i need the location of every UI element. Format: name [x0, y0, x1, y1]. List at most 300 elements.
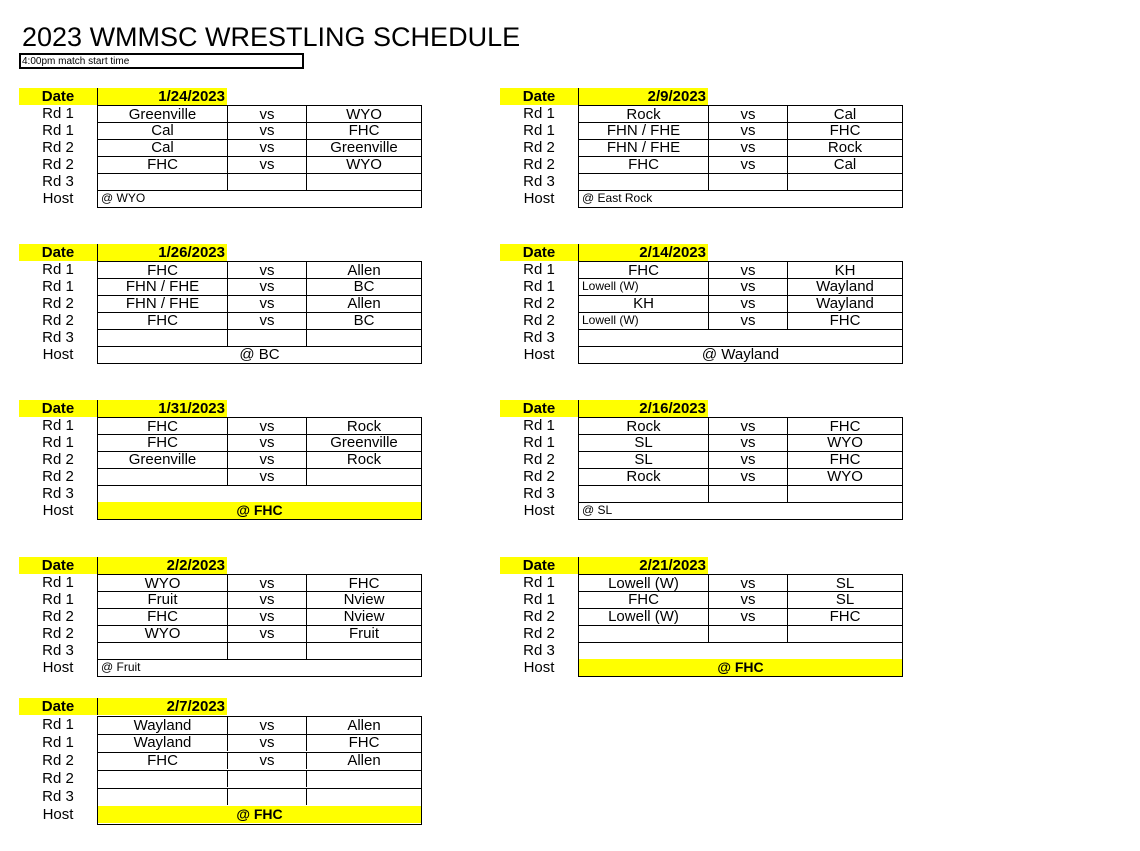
vs-cell [709, 625, 788, 642]
round-row [500, 591, 904, 608]
schedule-block [500, 244, 904, 363]
round-row [19, 278, 423, 295]
date-label: Date [19, 557, 97, 574]
vs-cell [709, 173, 788, 190]
round-row [500, 295, 904, 312]
round-label: Rd 1 [523, 574, 555, 591]
date-header-row [500, 244, 904, 261]
round-label: Rd 2 [523, 608, 555, 625]
team-a-cell: Rock [579, 106, 709, 123]
round-cells [578, 625, 903, 643]
team-a-cell: WYO [98, 625, 228, 642]
vs-cell: vs [709, 278, 788, 295]
round-cells [578, 156, 903, 174]
round-cells [97, 574, 422, 592]
host-label: Host [42, 659, 74, 676]
vs-cell: vs [228, 575, 307, 592]
team-a-cell: Lowell (W) [579, 278, 709, 295]
round-cells [97, 788, 422, 807]
date-header-row [500, 88, 904, 105]
team-b-cell: BC [353, 278, 375, 295]
round-label: Rd 1 [42, 105, 74, 122]
round-cells [97, 156, 422, 174]
team-b-cell: Greenville [330, 434, 398, 451]
round-row [19, 608, 423, 625]
round-row [19, 716, 423, 734]
round-row [19, 642, 423, 659]
vs-cell [228, 770, 307, 787]
vs-cell [228, 329, 307, 346]
round-row [19, 312, 423, 329]
date-label: Date [19, 698, 97, 715]
team-b-cell: BC [353, 312, 375, 329]
vs-cell: vs [709, 418, 788, 435]
round-row [500, 625, 904, 642]
host-value: @ BC [239, 346, 280, 363]
round-cells [578, 329, 903, 347]
round-row [500, 574, 904, 591]
vs-cell [228, 642, 307, 659]
round-row [500, 417, 904, 434]
team-a-cell: FHC [98, 418, 228, 435]
date-label: Date [19, 88, 97, 105]
round-cells [578, 574, 903, 592]
round-label: Rd 1 [523, 122, 555, 139]
team-b-cell: FHC [348, 575, 380, 592]
round-row [500, 468, 904, 485]
team-a-cell [579, 173, 709, 190]
vs-cell [709, 485, 788, 502]
date-label: Date [500, 244, 578, 261]
round-row [19, 295, 423, 312]
round-row [500, 122, 904, 139]
round-label: Rd 2 [42, 770, 74, 787]
round-cells [578, 312, 903, 330]
round-label: Rd 3 [523, 173, 555, 190]
round-cells [578, 417, 903, 435]
team-b-cell: Nview [343, 608, 385, 625]
host-row [19, 806, 423, 824]
round-label: Rd 3 [523, 485, 555, 502]
round-row [500, 105, 904, 122]
round-cells [97, 261, 422, 279]
round-label: Rd 2 [523, 312, 555, 329]
vs-cell [228, 173, 307, 190]
round-cells [97, 716, 422, 735]
vs-cell: vs [228, 717, 307, 734]
team-b-cell [307, 770, 421, 787]
round-row [500, 608, 904, 625]
round-row [19, 105, 423, 122]
host-label: Host [42, 806, 74, 823]
team-b-cell: Wayland [816, 278, 874, 295]
team-b-cell: SL [835, 591, 855, 608]
round-cells [578, 591, 903, 609]
vs-cell: vs [228, 434, 307, 451]
host-value: @ FHC [98, 806, 421, 823]
round-row [19, 451, 423, 468]
start-time-note: 4:00pm match start time [19, 53, 304, 69]
vs-cell: vs [228, 278, 307, 295]
date-header-row [500, 557, 904, 574]
round-label: Rd 1 [42, 417, 74, 434]
vs-cell: vs [228, 156, 307, 173]
vs-cell: vs [709, 575, 788, 592]
date-header-row [19, 244, 423, 261]
round-label: Rd 2 [523, 451, 555, 468]
round-row [500, 642, 904, 659]
team-b-cell [788, 485, 902, 502]
round-row [500, 312, 904, 329]
team-b-cell: KH [834, 262, 856, 279]
team-a-cell: FHC [579, 262, 709, 279]
host-value: @ Fruit [101, 660, 141, 674]
host-value: @ Wayland [701, 346, 780, 363]
round-cells [97, 752, 422, 771]
schedule-block [500, 88, 904, 207]
round-label: Rd 1 [42, 591, 74, 608]
host-value: @ WYO [101, 191, 146, 205]
round-label: Rd 3 [42, 788, 74, 805]
host-cells [578, 346, 903, 364]
round-label: Rd 1 [523, 278, 555, 295]
team-a-cell: FHC [579, 591, 709, 608]
team-a-cell: FHC [98, 434, 228, 451]
round-row [19, 574, 423, 591]
host-cells [578, 190, 903, 208]
vs-cell: vs [709, 156, 788, 173]
round-row [500, 139, 904, 156]
match-date: 1/24/2023 [97, 88, 227, 105]
schedule-block [19, 400, 423, 519]
date-label: Date [500, 400, 578, 417]
vs-cell [228, 788, 307, 805]
team-b-cell: Wayland [816, 295, 874, 312]
vs-cell: vs [228, 734, 307, 751]
vs-cell: vs [228, 608, 307, 625]
team-a-cell: WYO [98, 575, 228, 592]
schedule-block [19, 698, 423, 824]
date-header-row [500, 400, 904, 417]
vs-cell: vs [228, 312, 307, 329]
round-row [19, 434, 423, 451]
round-row [500, 485, 904, 502]
team-b-cell: FHC [829, 312, 861, 329]
match-date: 2/21/2023 [578, 557, 708, 574]
host-row [500, 190, 904, 207]
host-label: Host [523, 502, 555, 519]
host-row [19, 502, 423, 519]
round-row [19, 788, 423, 806]
round-label: Rd 3 [42, 173, 74, 190]
host-label: Host [523, 190, 555, 207]
round-label: Rd 2 [42, 468, 74, 485]
round-cells [97, 312, 422, 330]
team-a-cell: Wayland [98, 734, 228, 751]
round-row [19, 625, 423, 642]
team-b-cell: FHC [348, 122, 380, 139]
team-b-cell: WYO [827, 434, 863, 451]
round-cells [578, 261, 903, 279]
team-a-cell [98, 642, 228, 659]
round-label: Rd 1 [42, 434, 74, 451]
round-row [19, 261, 423, 278]
vs-cell: vs [228, 468, 307, 485]
team-a-cell: Greenville [98, 451, 228, 468]
round-label: Rd 1 [523, 591, 555, 608]
team-a-cell: Lowell (W) [579, 575, 709, 592]
team-b-cell [307, 788, 421, 805]
match-date: 2/9/2023 [578, 88, 708, 105]
team-b-cell: Rock [346, 418, 382, 435]
vs-cell: vs [709, 434, 788, 451]
round-label: Rd 2 [523, 156, 555, 173]
match-date: 2/2/2023 [97, 557, 227, 574]
vs-cell: vs [709, 139, 788, 156]
host-label: Host [42, 346, 74, 363]
round-label: Rd 1 [523, 417, 555, 434]
team-b-cell: FHC [829, 608, 861, 625]
vs-cell: vs [228, 625, 307, 642]
round-row [19, 417, 423, 434]
match-date: 2/7/2023 [97, 698, 227, 715]
round-cells [97, 608, 422, 626]
round-row [19, 468, 423, 485]
round-cells [97, 434, 422, 452]
vs-cell: vs [228, 106, 307, 123]
round-label: Rd 2 [42, 139, 74, 156]
host-row [500, 346, 904, 363]
team-a-cell: FHN / FHE [98, 278, 228, 295]
round-cells [578, 105, 903, 123]
team-b-cell: FHC [348, 734, 380, 751]
vs-cell: vs [228, 451, 307, 468]
round-label: Rd 1 [523, 105, 555, 122]
team-a-cell: FHC [98, 752, 228, 769]
team-a-cell: FHN / FHE [98, 295, 228, 312]
team-b-cell: FHC [829, 122, 861, 139]
team-a-cell: Wayland [98, 717, 228, 734]
round-label: Rd 1 [42, 574, 74, 591]
round-label: Rd 1 [42, 122, 74, 139]
round-cells [97, 173, 422, 191]
vs-cell: vs [228, 418, 307, 435]
round-row [19, 139, 423, 156]
team-a-cell: FHC [98, 312, 228, 329]
team-a-cell: Fruit [98, 591, 228, 608]
round-label: Rd 3 [523, 642, 555, 659]
round-cells [97, 417, 422, 435]
host-cells [97, 346, 422, 364]
round-label: Rd 2 [523, 139, 555, 156]
host-label: Host [42, 190, 74, 207]
round-cells [578, 295, 903, 313]
round-cells [97, 625, 422, 643]
team-b-cell: Allen [347, 752, 381, 769]
page-title: 2023 WMMSC WRESTLING SCHEDULE [22, 22, 521, 52]
date-label: Date [500, 557, 578, 574]
vs-cell: vs [228, 122, 307, 139]
round-cells [578, 278, 903, 296]
round-row [19, 173, 423, 190]
round-label: Rd 3 [42, 329, 74, 346]
team-a-cell: Rock [579, 468, 709, 485]
round-label: Rd 1 [42, 261, 74, 278]
team-a-cell: FHN / FHE [579, 122, 709, 139]
team-b-cell [788, 173, 902, 190]
host-row [500, 659, 904, 676]
team-b-cell: Allen [347, 262, 381, 279]
host-cells [97, 190, 422, 208]
team-a-cell [98, 788, 228, 805]
date-header-row [19, 698, 423, 716]
team-a-cell [98, 173, 228, 190]
vs-cell: vs [228, 262, 307, 279]
round-cells [97, 485, 422, 503]
round-cells [578, 139, 903, 157]
schedule-block [19, 557, 423, 676]
date-header-row [19, 557, 423, 574]
team-b-cell: SL [835, 575, 855, 592]
round-row [19, 156, 423, 173]
vs-cell: vs [228, 752, 307, 769]
host-row [19, 346, 423, 363]
round-cells [97, 734, 422, 753]
schedule-block [500, 400, 904, 519]
host-label: Host [523, 659, 555, 676]
team-b-cell: Rock [346, 451, 382, 468]
team-b-cell [307, 173, 421, 190]
round-label: Rd 2 [42, 295, 74, 312]
round-cells [578, 434, 903, 452]
team-b-cell: Allen [347, 717, 381, 734]
host-cells [578, 659, 903, 677]
team-a-cell: FHC [98, 608, 228, 625]
team-a-cell: KH [579, 295, 709, 312]
team-a-cell: FHN / FHE [579, 139, 709, 156]
date-header-row [19, 400, 423, 417]
team-a-cell: Lowell (W) [579, 608, 709, 625]
round-cells [97, 295, 422, 313]
team-a-cell [579, 625, 709, 642]
team-b-cell: FHC [829, 451, 861, 468]
round-row [500, 278, 904, 295]
team-b-cell: Allen [347, 295, 381, 312]
team-a-cell: SL [579, 451, 709, 468]
host-cells [578, 502, 903, 520]
round-row [19, 329, 423, 346]
round-cells [97, 139, 422, 157]
round-cells [578, 642, 903, 660]
round-cells [578, 468, 903, 486]
round-cells [97, 451, 422, 469]
round-row [500, 329, 904, 346]
team-b-cell: WYO [346, 106, 382, 123]
schedule-block [19, 244, 423, 363]
schedule-block [500, 557, 904, 676]
team-a-cell: FHC [98, 262, 228, 279]
date-label: Date [500, 88, 578, 105]
match-date: 1/31/2023 [97, 400, 227, 417]
round-cells [578, 173, 903, 191]
round-row [19, 770, 423, 788]
team-a-cell: Rock [579, 418, 709, 435]
team-a-cell [98, 329, 228, 346]
round-label: Rd 3 [42, 642, 74, 659]
date-header-row [19, 88, 423, 105]
vs-cell: vs [709, 295, 788, 312]
vs-cell: vs [228, 295, 307, 312]
round-label: Rd 2 [523, 468, 555, 485]
team-b-cell: Nview [343, 591, 385, 608]
host-value: @ FHC [98, 502, 421, 519]
team-b-cell: Greenville [330, 139, 398, 156]
round-row [500, 451, 904, 468]
host-value: @ SL [582, 503, 613, 517]
host-value: @ East Rock [582, 191, 653, 205]
round-row [19, 734, 423, 752]
team-a-cell [98, 770, 228, 787]
round-label: Rd 2 [42, 451, 74, 468]
host-row [500, 502, 904, 519]
round-cells [97, 329, 422, 347]
round-row [19, 122, 423, 139]
round-row [500, 173, 904, 190]
round-cells [578, 608, 903, 626]
team-a-cell: Greenville [98, 106, 228, 123]
schedule-block [19, 88, 423, 207]
round-row [19, 752, 423, 770]
team-b-cell: WYO [346, 156, 382, 173]
team-b-cell [307, 329, 421, 346]
match-date: 2/14/2023 [578, 244, 708, 261]
round-cells [97, 770, 422, 789]
host-cells [97, 502, 422, 520]
team-b-cell [307, 642, 421, 659]
team-a-cell: Cal [98, 122, 228, 139]
round-label: Rd 2 [42, 156, 74, 173]
team-b-cell: Rock [827, 139, 863, 156]
round-label: Rd 1 [42, 716, 74, 733]
host-row [19, 190, 423, 207]
vs-cell: vs [709, 451, 788, 468]
round-row [500, 434, 904, 451]
match-date: 2/16/2023 [578, 400, 708, 417]
team-b-cell: FHC [829, 418, 861, 435]
round-cells [578, 485, 903, 503]
team-a-cell: FHC [98, 156, 228, 173]
team-b-cell: Cal [833, 156, 857, 173]
host-label: Host [42, 502, 74, 519]
round-row [19, 591, 423, 608]
round-cells [97, 122, 422, 140]
host-cells [97, 659, 422, 677]
date-label: Date [19, 244, 97, 261]
round-row [500, 156, 904, 173]
vs-cell: vs [709, 262, 788, 279]
match-date: 1/26/2023 [97, 244, 227, 261]
vs-cell: vs [709, 106, 788, 123]
round-cells [578, 451, 903, 469]
host-value: @ FHC [579, 659, 902, 676]
round-label: Rd 3 [42, 485, 74, 502]
team-a-cell: FHC [579, 156, 709, 173]
team-a-cell [579, 485, 709, 502]
vs-cell: vs [709, 591, 788, 608]
round-label: Rd 1 [42, 734, 74, 751]
round-row [19, 485, 423, 502]
round-row [500, 261, 904, 278]
